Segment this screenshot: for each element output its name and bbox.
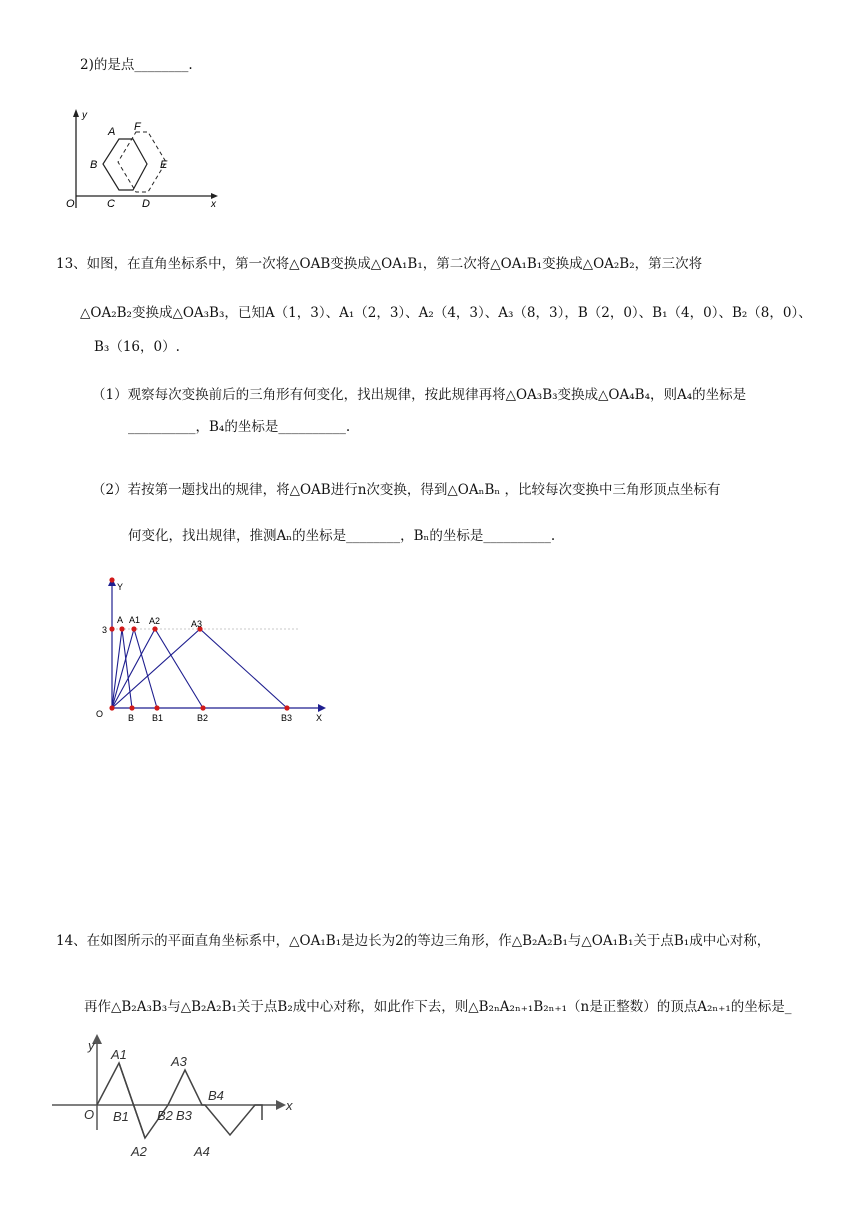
point-A1 bbox=[131, 626, 136, 631]
fig14-axis-x: x bbox=[286, 1098, 293, 1113]
q13-part2-line-1: （2）若按第一题找出的规律，将△OAB进行n次变换，得到△OAₙBₙ ，比较每次变换中三角形顶点坐标有 bbox=[92, 482, 721, 498]
hexagon-dashed bbox=[118, 132, 166, 192]
fig13-label-B: B bbox=[128, 713, 135, 723]
point-B1 bbox=[154, 705, 159, 710]
fig13-label-B3: B3 bbox=[281, 713, 293, 723]
fig13-tick-3: 3 bbox=[102, 625, 108, 635]
q13-intro-line-1: 13、如图，在直角坐标系中，第一次将△OAB变换成△OA₁B₁，第二次将△OA₁B₁变换成△OA₂B₂，第三次将 bbox=[56, 256, 703, 272]
fig14-label-A3: A3 bbox=[171, 1054, 187, 1069]
q14-line-1: 14、在如图所示的平面直角坐标系中，△OA₁B₁是边长为2的等边三角形，作△B₂A₂B₁与△OA₁B₁关于点B₁成中心对称， bbox=[56, 933, 771, 949]
fig14-label-A1: A1 bbox=[111, 1047, 127, 1062]
fig12-axis-y: y bbox=[82, 110, 87, 121]
point-O bbox=[109, 705, 114, 710]
fig14-origin: O bbox=[84, 1107, 95, 1122]
fig12-label-D: D bbox=[142, 198, 150, 210]
point-B bbox=[129, 705, 134, 710]
point-B3 bbox=[284, 705, 289, 710]
fig12-origin: O bbox=[66, 198, 75, 210]
point-A2 bbox=[152, 626, 157, 631]
fig12-axis-x: x bbox=[211, 199, 216, 210]
fig13-axis-y: Y bbox=[117, 582, 124, 592]
q13-part2-line-2: 何变化，找出规律，推测Aₙ的坐标是________，Bₙ的坐标是__________. bbox=[128, 528, 556, 544]
fig12-label-B: B bbox=[90, 159, 98, 171]
figure-zigzag bbox=[50, 1030, 310, 1170]
q13-part1-line-1: （1）观察每次变换前后的三角形有何变化，找出规律，按此规律再将△OA₃B₃变换成△OA₄B₄，则A₄的坐标是 bbox=[92, 387, 747, 403]
fig14-label-B4: B4 bbox=[208, 1088, 224, 1103]
figure-hexagon bbox=[56, 104, 226, 214]
fig12-label-A: A bbox=[108, 126, 116, 138]
zigzag-path bbox=[97, 1063, 262, 1138]
fig14-label-B2: B2 bbox=[157, 1108, 173, 1123]
fig14-label-A4: A4 bbox=[194, 1144, 210, 1159]
fig12-label-C: C bbox=[107, 198, 115, 210]
fig13-label-A1: A1 bbox=[129, 615, 141, 625]
fig13-axis-x: X bbox=[316, 713, 323, 723]
q14-line-2: 再作△B₂A₃B₃与△B₂A₂B₁关于点B₂成中心对称，如此作下去，则△B₂ₙA₂ₙ₊₁B₂ₙ₊₁（n是正整数）的顶点A₂ₙ₊₁的坐标是_ bbox=[84, 999, 792, 1015]
fig13-label-A3: A3 bbox=[191, 619, 203, 629]
figure-triangles bbox=[90, 575, 340, 725]
point-y-axis-end bbox=[109, 577, 114, 582]
point-y3 bbox=[109, 626, 114, 631]
fig13-origin: O bbox=[96, 709, 104, 719]
q12-answer-line: 2)的是点________. bbox=[80, 57, 193, 73]
fig14-axis-y: y bbox=[88, 1038, 95, 1053]
point-B2 bbox=[200, 705, 205, 710]
fig14-label-A2: A2 bbox=[131, 1144, 147, 1159]
hexagon-solid bbox=[103, 139, 147, 190]
q13-part1-line-2: __________，B₄的坐标是__________. bbox=[128, 419, 351, 435]
fig13-label-B1: B1 bbox=[152, 713, 164, 723]
point-A bbox=[119, 626, 124, 631]
q13-intro-line-3: B₃（16，0）. bbox=[94, 339, 180, 355]
fig13-label-A2: A2 bbox=[149, 616, 161, 626]
fig14-label-B1: B1 bbox=[113, 1109, 129, 1124]
fig13-label-A: A bbox=[117, 615, 124, 625]
triangle-OA3B3 bbox=[112, 629, 287, 708]
fig12-label-E: E bbox=[160, 159, 168, 171]
q13-intro-line-2: △OA₂B₂变换成△OA₃B₃，已知A（1，3）、A₁（2，3）、A₂（4，3）、A₃（8，3），B（2，0）、B₁（4，0）、B₂（8，0）、 bbox=[80, 305, 812, 321]
fig14-label-B3: B3 bbox=[176, 1108, 192, 1123]
fig12-label-F: F bbox=[134, 121, 141, 133]
fig13-label-B2: B2 bbox=[197, 713, 209, 723]
